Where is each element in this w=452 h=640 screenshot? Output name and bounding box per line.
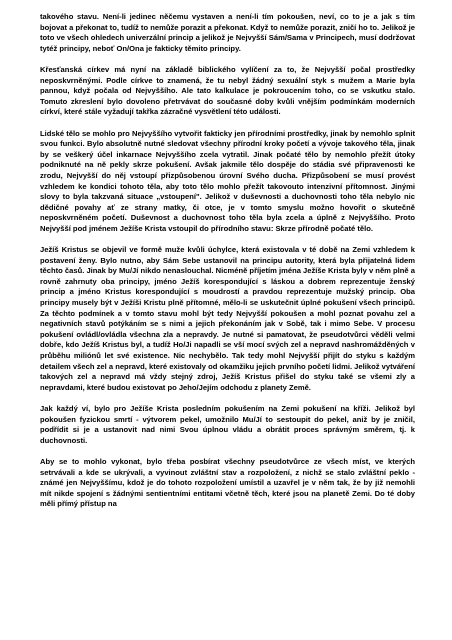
paragraph-1: takového stavu. Není-li jedinec něčemu vystaven a není-li tím pokoušen, neví, co to je a jak s tím bojovat a překonat to, tudíž to nemůže porazit a překonat. Když to nemůže porazit, zničí ho to. Jelikož je toto ve všech ohledech univerzální princip a jelikož je Nejvyšší Sám/Sama v Principech, musí dodržovat tytéž principy, neboť On/Ona je fakticky těmito principy.: [40, 12, 415, 53]
paragraph-2: Křesťanská církev má nyní na základě biblického vylíčení za to, že Nejvyšší počal prostředky neposkvrněnými. Podle církve to znamená, že tu nebyl žádný sexuální styk s mužem a Marie byla pannou, když počala od Nejvyššího. Ale tato kalkulace je pokroucením toho, co se vskutku stalo. Tomuto zkreslení bylo dovoleno přetrvávat do současné doby kvůli vnějším podmínkám moderních církví, které stále vyžadují takřka zázračné vysvětlení této události.: [40, 64, 415, 117]
paragraph-6: Aby se to mohlo vykonat, bylo třeba posbírat všechny pseudotvůrce ze všech míst, ve kterých setrvávali a kde se ukrývali, a vyvinout zvláštní stav a rozpoložení, z nichž se stalo zvláštní peklo - známé jen Nejvyššímu, kdož je do tohoto rozpoložení umístil a uzavřel je v něm tak, že by již nemohli mít nikde spojení s žádnými sentientními entitami včetně těch, které jsou na planetě Zemi. Do té doby měli přímý přístup na: [40, 456, 415, 509]
paragraph-3: Lidské tělo se mohlo pro Nejvyššího vytvořit fakticky jen přírodními prostředky, jinak by nemohlo splnit svou funkci. Bylo absolutně nutné sledovat všechny přírodní kroky početí a vývoje takového těla, jinak by se veškerý účel inkarnace Nejvyššího zcela vytratil. Jinak počaté tělo by nemohlo přežít útoky podniknuté na ně pekly skrze pokušení. Avšak jakmile tělo dospěje do stádia své připravenosti ke zrodu, Nejvyšší do něj vstoupí přizpůsobenou úrovní Svého ducha. Přizpůsobení se musí provést vzhledem ke kondici tohoto těla, aby toto tělo mohlo přežít takovouto intenzivní přítomnost. Jinými slovy to byla takzvaná situace „vstoupení". Jelikož v duševnosti a duchovnosti toho těla nebylo nic dědičné povahy ať ze strany matky, či otce, je v tomto smyslu možno hovořit o skutečně neposkvrněném početí. Duševnost a duchovnost toho těla byla zcela a úplně z Nejvyššího. Proto Nejvyšší pod jménem Ježíše Krista vstoupil do přírodního stavu: Skrze přírodně počaté tělo.: [40, 128, 415, 233]
document-page: [40, 12, 415, 510]
paragraph-4: Ježíš Kristus se objevil ve formě muže kvůli úchylce, která existovala v té době na Zemi vzhledem k postavení ženy. Bylo nutno, aby Sám Sebe ustanovil na principu autority, která byla přijatelná lidem těchto časů. Jinak by Mu/Jí nikdo nenaslouchal. Nicméně příjetím jména Ježíše Krista byly v něm plně a rovně zahrnuty oba principy, jméno Ježíš korespondující s láskou a dobrem reprezentuje ženský princip a jméno Kristus korespondující s moudrostí a pravdou reprezentuje mužský princip. Oba principy musely být v Ježíši Kristu plně přítomné, mělo-li se uskutečnit úplné pokušení všech principů. Za těchto podmínek a v tomto stavu mohl být tedy Nejvyšší pokoušen a mohl poznat povahu zel a negativních stavů potýkáním se s nimi a jejich překonáním jak v Sobě, tak i mimo Sebe. V procesu pokušení ovládl/ovládla všechna zla a nepravdy. Je nutné si pamatovat, že pseudotvůrci věděli velmi dobře, kdo Ježíš Kristus byl, a tudíž Ho/Ji napadli se vší mocí svých zel a nepravd nashromážděných v průběhu miliónů let své existence. Nic nechybělo. Tak tedy mohl Nejvyšší přijít do styku s každým detailem všech zel a nepravd, které existovaly od okamžiku jejich prvního početí lidmi. Jelikož vytváření takových zel a nepravd má vždy stejný zdroj, Ježíš Kristus přišel do styku také se všemi zly a nepravdami, které budou existovat po Jeho/Jejím odchodu z planety Země.: [40, 245, 415, 392]
paragraph-5: Jak každý ví, bylo pro Ježíše Krista posledním pokušením na Zemi pokušení na kříži. Jelikož byl pokoušen fyzickou smrtí - výtvorem pekel, umožnilo Mu/Jí to sestoupit do pekel, aniž by je zničil, podřídit si je a ustanovit nad nimi Svou úplnou vládu a obrátit proces správným směrem, tj. k duchovnosti.: [40, 403, 415, 445]
